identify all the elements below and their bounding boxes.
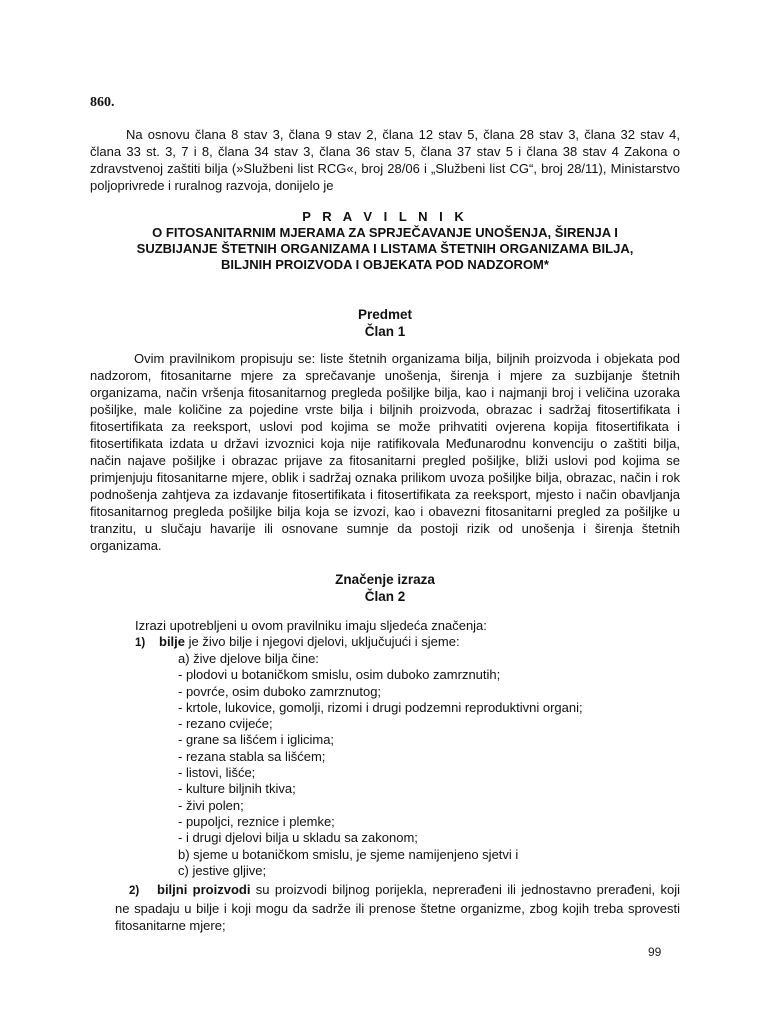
article-1-label: Član 1	[364, 324, 406, 339]
sublist-item: - povrće, osim duboko zamrznutog;	[178, 683, 382, 699]
sublist-item: - rezano cvijeće;	[178, 716, 273, 732]
list-item-1-term: bilje	[159, 634, 186, 649]
list-item-2-text: su proizvodi biljnog porijekla, neprerađeni ili jednostavno prerađeni, koji ne spadaju u bilje i koji mogu da sadrže ili prenose štetne organizme, zbog kojih treba sprovesti fitosanitarne mjere;	[115, 882, 681, 933]
sublist-item: - živi polen;	[178, 797, 244, 813]
title-line-1: O FITOSANITARNIM MJERAMA ZA SPRJEČAVANJE UNOŠENJA, ŠIRENJA I	[152, 225, 618, 240]
sublist-item: a) žive djelove bilja čine:	[178, 651, 319, 666]
sublist-item: c) jestive gljive;	[178, 862, 267, 878]
sublist-item: - kulture biljnih tkiva;	[178, 781, 296, 797]
list-item-1	[135, 634, 487, 651]
list-item-1-label: 1)	[135, 637, 146, 649]
list-item-2	[115, 881, 680, 934]
article-1-text: Ovim pravilnikom propisuju se: liste štetnih organizama bilja, biljnih proizvoda i objekata pod nadzorom, fitosanitarne mjere za sprečavanje unošenja, širenja i mjere za suzbijanje štetnih organizama, način vršenja fitosanitarnog pregleda pošiljke bilja, kao i najmanji broj i veličina uzoraka pošiljke, male količine za pojedine vrste bilja i biljnih proizvoda, obrazac i sadržaj fitosertifikata i fitosertifikata za reeksport, uslovi pod kojima se može prihvatiti ovjerena kopija fitosertifikata i fitosertifikata izdata u državi izvoznici koja nije ratifikovala Međunarodnu konvenciju o zaštiti bilja, način najave pošiljke i obrazac prijave za fitosanitarni pregled pošiljke, bliži uslovi pod kojima se primjenjuju fitosanitarne mjere, oblik i sadržaj oznaka prilikom uvoza pošiljke bilja, obrazac, način i rok podnošenja zahtjeva za izdavanje fitosertifikata i fitosertifikata za reeksport, mjesto i način obavljanja fitosanitarnog pregleda pošiljke bilja koja se izvozi, kao i obavezni fitosanitarni pregled za pošiljke u tranzitu, u slučaju havarije ili osnovane sumnje da postoji rizik od unošenja i širenja štetnih organizama.	[90, 351, 680, 553]
sublist-item: - i drugi djelovi bilja u skladu sa zakonom;	[178, 830, 418, 846]
article-2-label: Član 2	[364, 589, 406, 604]
title-heading: P R A V I L N I K	[302, 209, 468, 224]
sublist-item: - plodovi u botaničkom smislu, osim duboko zamrznutih;	[178, 667, 501, 683]
article-2-intro: Izrazi upotrebljeni u ovom pravilniku imaju sljedeća značenja:	[135, 618, 487, 633]
regulation-title	[100, 209, 670, 273]
sublist-item: - krtole, lukovice, gomolji, rizomi i drugi podzemni reproduktivni organi;	[178, 699, 583, 715]
article-2-intro-block	[135, 618, 487, 651]
section-2-heading	[90, 571, 680, 605]
title-line-2: SUZBIJANJE ŠTETNIH ORGANIZAMA I LISTAMA ŠTETNIH ORGANIZAMA BILJA,	[136, 241, 634, 256]
intro-paragraph: Na osnovu člana 8 stav 3, člana 9 stav 2, člana 12 stav 5, člana 28 stav 3, člana 32 stav 4, člana 33 st. 3, 7 i 8, člana 34 stav 3, člana 36 stav 5, člana 37 stav 5 i člana 38 stav 4 Zakona o zdravstvenoj zaštiti bilja (»Službeni list RCG«, broj 28/06 i „Službeni list CG“, broj 28/11), Ministarstvo poljoprivrede i ruralnog razvoja, donijelo je	[90, 127, 680, 193]
sublist-item: - rezana stabla sa lišćem;	[178, 748, 326, 764]
section-1-title: Predmet	[357, 307, 413, 322]
title-line-3: BILJNIH PROIZVODA I OBJEKATA POD NADZOROM*	[221, 257, 549, 272]
document-number: 860.	[90, 95, 115, 110]
page-number: 99	[648, 945, 662, 959]
sublist-item: - listovi, lišće;	[178, 765, 256, 781]
sublist-item: - grane sa lišćem i iglicima;	[178, 732, 335, 748]
list-item-1-text: je živo bilje i njegovi djelovi, uključujući i sjeme:	[185, 634, 460, 649]
plant-sublist	[178, 651, 583, 879]
section-1-heading	[90, 306, 680, 340]
sublist-item: b) sjeme u botaničkom smislu, je sjeme namijenjeno sjetvi i	[178, 846, 519, 862]
list-item-2-label: 2)	[129, 885, 140, 897]
sublist-item: - pupoljci, reznice i plemke;	[178, 813, 335, 829]
list-item-2-term: biljni proizvodi	[157, 882, 251, 897]
section-2-title: Značenje izraza	[335, 572, 435, 587]
